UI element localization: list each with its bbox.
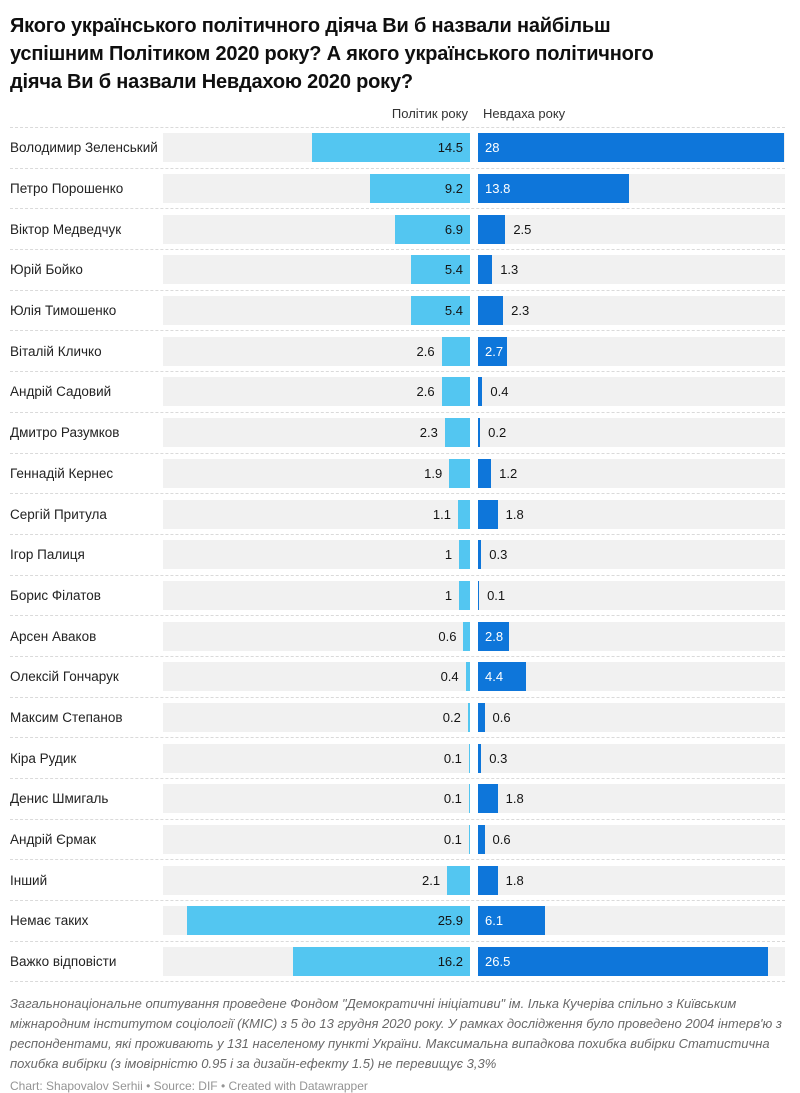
value-label-politician: 25.9 — [437, 913, 463, 929]
table-row — [10, 535, 785, 576]
track-loser — [478, 906, 785, 935]
row-label: Андрій Садовий — [10, 384, 112, 400]
row-label: Арсен Аваков — [10, 628, 97, 644]
row-label: Олексій Гончарук — [10, 669, 119, 685]
bar-loser — [478, 215, 505, 244]
value-label-loser: 1.3 — [500, 262, 519, 278]
row-label: Ігор Палиця — [10, 547, 85, 563]
table-row — [10, 454, 785, 495]
row-label: Геннадій Кернес — [10, 465, 114, 481]
value-label-politician: 0.6 — [438, 628, 457, 644]
table-row — [10, 494, 785, 535]
bar-loser — [478, 581, 479, 610]
value-label-politician: 2.1 — [421, 872, 441, 888]
row-label: Андрій Єрмак — [10, 832, 97, 848]
table-row — [10, 779, 785, 820]
value-label-loser: 2.5 — [513, 221, 532, 237]
track-politician — [163, 825, 470, 854]
bar-politician — [459, 540, 470, 569]
track-loser — [478, 784, 785, 813]
track-politician — [163, 703, 470, 732]
value-label-politician: 16.2 — [437, 954, 463, 970]
bar-loser — [478, 825, 485, 854]
page-title: Якого українського політичного діяча Ви б назвали найбільш успішним Політиком 2020 року? А якого українського політичного діяча Ви б назвали Невдахою 2020 року? — [10, 15, 654, 93]
track-loser — [478, 459, 785, 488]
column-headers — [10, 106, 785, 121]
bar-politician — [459, 581, 470, 610]
value-label-politician: 1 — [444, 587, 453, 603]
row-label: Максим Степанов — [10, 709, 123, 725]
row-label: Віктор Медведчук — [10, 221, 122, 237]
value-label-politician: 0.1 — [443, 750, 462, 766]
track-loser — [478, 703, 785, 732]
value-label-loser: 1.8 — [505, 506, 524, 522]
row-label: Інший — [10, 872, 48, 888]
table-row — [10, 657, 785, 698]
value-label-loser: 0.6 — [492, 832, 511, 848]
table-row — [10, 128, 785, 169]
table-row — [10, 616, 785, 657]
row-label: Денис Шмигаль — [10, 791, 109, 807]
value-label-loser: 0.4 — [490, 384, 509, 400]
value-label-politician: 5.4 — [444, 262, 463, 278]
track-politician — [163, 459, 470, 488]
value-label-politician: 5.4 — [444, 303, 463, 319]
track-loser — [478, 662, 785, 691]
value-label-loser: 13.8 — [485, 181, 511, 197]
bar-politician — [449, 459, 470, 488]
bar-loser — [478, 866, 498, 895]
bar-politician — [469, 744, 470, 773]
bar-politician — [442, 337, 470, 366]
value-label-politician: 6.9 — [444, 221, 463, 237]
track-politician — [163, 744, 470, 773]
table-row — [10, 291, 785, 332]
value-label-politician: 1.9 — [424, 465, 443, 481]
track-politician — [163, 784, 470, 813]
track-politician — [163, 133, 470, 162]
value-label-politician: 0.1 — [443, 832, 462, 848]
bar-politician — [187, 906, 470, 935]
value-label-politician: 0.4 — [440, 669, 459, 685]
value-label-loser: 1.8 — [505, 791, 524, 807]
bar-loser — [478, 255, 492, 284]
bar-politician — [463, 622, 470, 651]
row-label: Юлія Тимошенко — [10, 303, 117, 319]
value-label-loser: 0.2 — [488, 425, 507, 441]
value-label-loser: 26.5 — [485, 954, 511, 970]
value-label-loser: 28 — [485, 140, 500, 156]
track-loser — [478, 174, 785, 203]
bar-loser — [478, 784, 498, 813]
value-label-loser: 0.3 — [489, 750, 508, 766]
value-label-politician: 1.1 — [432, 506, 451, 522]
track-politician — [163, 377, 470, 406]
bar-politician — [458, 500, 470, 529]
table-row — [10, 250, 785, 291]
table-row — [10, 331, 785, 372]
track-loser — [478, 540, 785, 569]
row-label: Петро Порошенко — [10, 181, 124, 197]
track-politician — [163, 906, 470, 935]
track-politician — [163, 540, 470, 569]
track-loser — [478, 622, 785, 651]
row-label: Віталій Кличко — [10, 343, 102, 359]
value-label-loser: 2.7 — [485, 343, 504, 359]
value-label-politician: 9.2 — [444, 181, 463, 197]
bar-politician — [468, 703, 470, 732]
track-loser — [478, 866, 785, 895]
value-label-politician: 2.6 — [416, 343, 435, 359]
footnote: Загальнонаціональне опитування проведене Фондом "Демократичні ініціативи" ім. Ілька Кучеріва спільно з Київським міжнародним інститутом соціології (КМІС) з 5 до 13 грудня 2020 року. У рамках дослідження було проведено 2004 інтерв'ю з респондентами, які проживають у 131 населеному пункті України. Максимальна випадкова похибка вибірки Статистична похибка вибірки (з імовірністю 0.95 і за дизайн-ефекту 1.5) не перевищує 3,3% — [10, 996, 782, 1072]
table-row — [10, 942, 785, 983]
track-politician — [163, 662, 470, 691]
track-politician — [163, 866, 470, 895]
byline: Chart: Shapovalov Serhii • Source: DIF • Created with Datawrapper — [10, 1079, 368, 1093]
table-row — [10, 576, 785, 617]
track-loser — [478, 581, 785, 610]
bar-loser — [478, 296, 503, 325]
table-row — [10, 738, 785, 779]
track-loser — [478, 825, 785, 854]
bar-loser — [478, 418, 480, 447]
table-row — [10, 901, 785, 942]
table-row — [10, 860, 785, 901]
value-label-loser: 4.4 — [485, 669, 504, 685]
row-label: Володимир Зеленський — [10, 140, 158, 156]
legend-loser-of-year: Невдаха року — [483, 106, 566, 121]
bar-loser — [478, 377, 482, 406]
bar-loser — [478, 133, 784, 162]
value-label-loser: 1.2 — [499, 465, 518, 481]
table-row — [10, 209, 785, 250]
track-loser — [478, 337, 785, 366]
table-row — [10, 698, 785, 739]
bar-politician — [445, 418, 470, 447]
track-politician — [163, 174, 470, 203]
row-label: Немає таких — [10, 913, 89, 929]
value-label-politician: 0.1 — [443, 791, 462, 807]
bar-chart — [10, 127, 785, 982]
track-loser — [478, 418, 785, 447]
bar-loser — [478, 744, 481, 773]
value-label-loser: 0.1 — [487, 587, 506, 603]
value-label-loser: 2.8 — [485, 628, 504, 644]
track-loser — [478, 215, 785, 244]
track-politician — [163, 622, 470, 651]
track-loser — [478, 500, 785, 529]
value-label-loser: 6.1 — [485, 913, 504, 929]
row-label: Кіра Рудик — [10, 750, 77, 766]
bar-politician — [469, 825, 470, 854]
bar-politician — [447, 866, 470, 895]
bar-loser — [478, 947, 768, 976]
row-label: Борис Філатов — [10, 587, 101, 603]
track-loser — [478, 744, 785, 773]
track-loser — [478, 296, 785, 325]
table-row — [10, 169, 785, 210]
table-row — [10, 413, 785, 454]
track-politician — [163, 255, 470, 284]
table-row — [10, 820, 785, 861]
value-label-politician: 1 — [444, 547, 453, 563]
legend-politician-of-year: Політик року — [391, 106, 468, 121]
value-label-politician: 2.6 — [416, 384, 435, 400]
track-loser — [478, 947, 785, 976]
track-politician — [163, 581, 470, 610]
value-label-loser: 2.3 — [511, 303, 530, 319]
row-label: Дмитро Разумков — [10, 425, 120, 441]
bar-loser — [478, 459, 491, 488]
bar-loser — [478, 703, 485, 732]
bar-politician — [469, 784, 470, 813]
track-loser — [478, 133, 785, 162]
track-politician — [163, 500, 470, 529]
value-label-politician: 2.3 — [419, 425, 438, 441]
bar-loser — [478, 500, 498, 529]
value-label-politician: 0.2 — [442, 709, 461, 725]
bar-politician — [442, 377, 470, 406]
track-politician — [163, 215, 470, 244]
track-politician — [163, 337, 470, 366]
track-politician — [163, 418, 470, 447]
row-label: Сергій Притула — [10, 506, 107, 522]
value-label-politician: 14.5 — [437, 140, 463, 156]
track-politician — [163, 296, 470, 325]
track-loser — [478, 377, 785, 406]
bar-politician — [466, 662, 470, 691]
track-loser — [478, 255, 785, 284]
row-label: Важко відповісти — [10, 954, 117, 970]
track-politician — [163, 947, 470, 976]
value-label-loser: 0.6 — [492, 709, 511, 725]
bar-loser — [478, 540, 481, 569]
value-label-loser: 1.8 — [505, 872, 524, 888]
row-label: Юрій Бойко — [10, 262, 83, 278]
value-label-loser: 0.3 — [489, 547, 508, 563]
table-row — [10, 372, 785, 413]
